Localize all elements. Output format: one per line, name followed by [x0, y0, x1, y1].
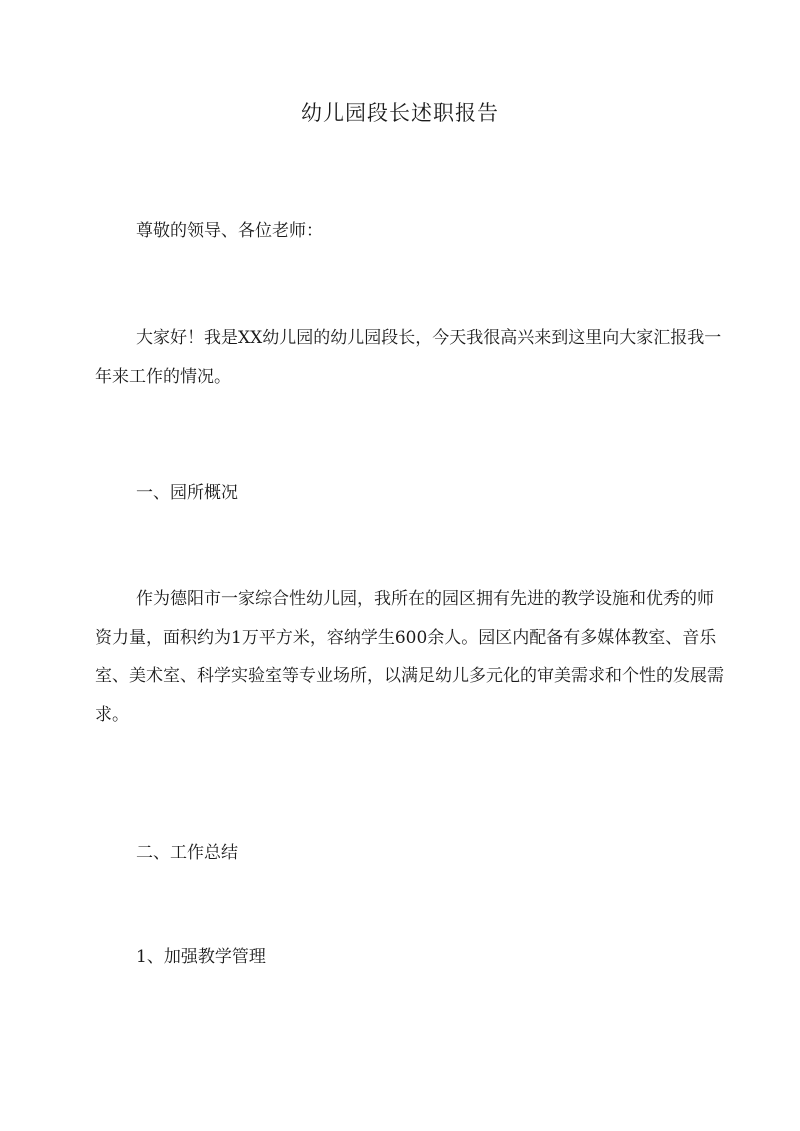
salutation-text: 尊敬的领导、各位老师： — [136, 221, 323, 241]
document-title: 幼儿园段长述职报告 — [301, 101, 499, 125]
section-heading-overview: 一、园所概况 — [136, 483, 238, 503]
overview-paragraph: 作为德阳市一家综合性幼儿园，我所在的园区拥有先进的教学设施和优秀的师资力量，面积约为1万平方米，容纳学生600余人。园区内配备有多媒体教室、音乐室、美术室、科学实验室等专业场所，以满足幼儿多元化的审美需求和个性的发展需求。 — [95, 589, 724, 725]
subsection-heading-teaching-management: 1、加强教学管理 — [136, 947, 266, 967]
section-heading-work-summary: 二、工作总结 — [136, 843, 238, 863]
intro-paragraph: 大家好！我是XX幼儿园的幼儿园段长，今天我很高兴来到这里向大家汇报我一年来工作的情况。 — [95, 328, 722, 387]
